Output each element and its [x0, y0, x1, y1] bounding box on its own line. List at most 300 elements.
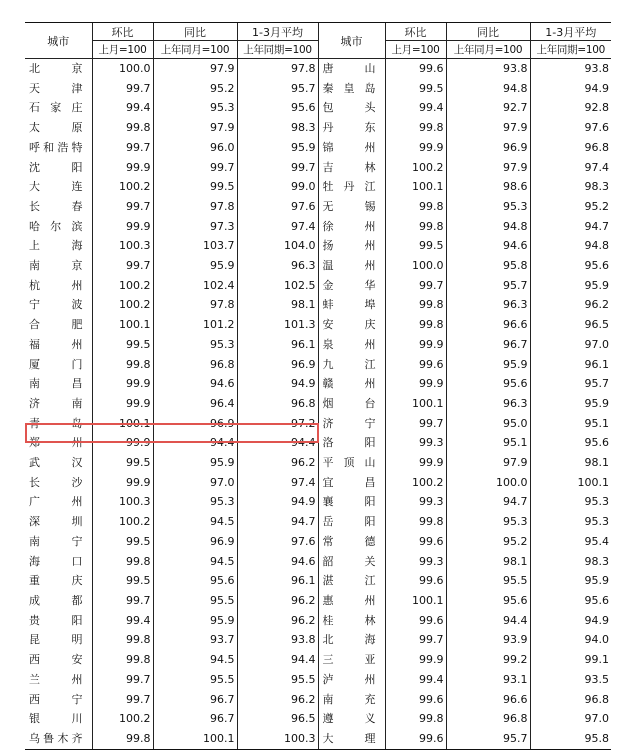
- table-row: [25, 374, 611, 394]
- left-mom-cell: 99.4: [92, 611, 153, 631]
- left-mom-cell: 99.7: [92, 79, 153, 99]
- table-row: [25, 650, 611, 670]
- right-city-cell: 安庆: [318, 315, 385, 335]
- left-yoy-cell: 97.8: [153, 295, 237, 315]
- right-city-cell: 无锡: [318, 197, 385, 217]
- right-yoy-cell: 95.2: [446, 532, 530, 552]
- left-yoy-cell: 94.5: [153, 552, 237, 572]
- right-avg-cell: 95.9: [530, 571, 611, 591]
- right-city-cell: 蚌埠: [318, 295, 385, 315]
- left-yoy-cell: 96.8: [153, 355, 237, 375]
- right-yoy-cell: 97.9: [446, 158, 530, 178]
- left-avg-cell: 98.1: [237, 295, 318, 315]
- header-mom-left: 环比: [92, 23, 153, 41]
- left-yoy-cell: 96.0: [153, 138, 237, 158]
- left-avg-cell: 95.6: [237, 98, 318, 118]
- left-mom-cell: 99.7: [92, 690, 153, 710]
- right-mom-cell: 99.4: [385, 98, 446, 118]
- right-yoy-cell: 93.9: [446, 630, 530, 650]
- table-row: [25, 79, 611, 99]
- left-city-cell: 南京: [29, 259, 83, 273]
- left-avg-cell: 96.5: [237, 709, 318, 729]
- left-city-cell: 福州: [29, 337, 83, 351]
- table-row: [25, 453, 611, 473]
- right-yoy-cell: 93.8: [446, 59, 530, 79]
- left-avg-cell: 95.5: [237, 670, 318, 690]
- left-city-cell: 昆明: [29, 633, 83, 647]
- header-city-left: 城市: [25, 23, 92, 59]
- left-city-cell: 重庆: [29, 574, 83, 588]
- right-avg-cell: 96.1: [530, 355, 611, 375]
- table-row: [25, 118, 611, 138]
- right-yoy-cell: 93.1: [446, 670, 530, 690]
- left-city-cell: 南宁: [29, 534, 83, 548]
- left-avg-cell: 100.3: [237, 729, 318, 749]
- right-yoy-cell: 92.7: [446, 98, 530, 118]
- right-city-cell: 济宁: [318, 414, 385, 434]
- left-yoy-cell: 95.9: [153, 453, 237, 473]
- table-row: [25, 276, 611, 296]
- right-mom-cell: 99.6: [385, 571, 446, 591]
- right-mom-cell: 99.3: [385, 492, 446, 512]
- left-city-cell: 深圳: [29, 515, 83, 529]
- left-yoy-cell: 95.2: [153, 79, 237, 99]
- left-city-cell: 西宁: [29, 692, 83, 706]
- right-mom-cell: 99.8: [385, 217, 446, 237]
- right-avg-cell: 95.3: [530, 512, 611, 532]
- right-city-cell: 包头: [318, 98, 385, 118]
- right-avg-cell: 95.2: [530, 197, 611, 217]
- left-avg-cell: 95.9: [237, 138, 318, 158]
- left-avg-cell: 96.2: [237, 591, 318, 611]
- left-mom-cell: 100.3: [92, 492, 153, 512]
- right-city-cell: 秦皇岛: [318, 79, 385, 99]
- right-avg-cell: 98.1: [530, 453, 611, 473]
- right-city-cell: 泸州: [318, 670, 385, 690]
- right-city-cell: 赣州: [318, 374, 385, 394]
- left-city-cell: 太原: [29, 121, 83, 135]
- header-mom-right: 环比: [385, 23, 446, 41]
- right-city-cell: 宜昌: [318, 473, 385, 493]
- left-mom-cell: 99.7: [92, 138, 153, 158]
- left-mom-cell: 100.0: [92, 59, 153, 79]
- right-city-cell: 扬州: [318, 236, 385, 256]
- right-yoy-cell: 96.6: [446, 690, 530, 710]
- right-mom-cell: 99.5: [385, 79, 446, 99]
- right-mom-cell: 99.9: [385, 335, 446, 355]
- left-avg-cell: 102.5: [237, 276, 318, 296]
- left-mom-cell: 99.5: [92, 453, 153, 473]
- left-city-cell: 成都: [29, 593, 83, 607]
- left-avg-cell: 96.2: [237, 690, 318, 710]
- left-yoy-cell: 97.0: [153, 473, 237, 493]
- table-row: [25, 709, 611, 729]
- right-city-cell: 大理: [318, 729, 385, 749]
- right-city-cell: 唐山: [318, 59, 385, 79]
- right-yoy-cell: 95.7: [446, 729, 530, 749]
- right-mom-cell: 100.0: [385, 256, 446, 276]
- right-mom-cell: 100.2: [385, 473, 446, 493]
- left-mom-cell: 99.9: [92, 394, 153, 414]
- right-yoy-cell: 95.1: [446, 433, 530, 453]
- header-yoy-right: 同比: [446, 23, 530, 41]
- table-row: [25, 138, 611, 158]
- left-city-cell: 哈尔滨: [29, 219, 83, 233]
- table-row: [25, 532, 611, 552]
- left-mom-cell: 99.8: [92, 118, 153, 138]
- right-mom-cell: 99.9: [385, 374, 446, 394]
- left-yoy-cell: 95.9: [153, 611, 237, 631]
- left-avg-cell: 99.7: [237, 158, 318, 178]
- right-avg-cell: 99.1: [530, 650, 611, 670]
- left-yoy-cell: 95.3: [153, 492, 237, 512]
- left-avg-cell: 96.9: [237, 355, 318, 375]
- right-yoy-cell: 96.6: [446, 315, 530, 335]
- left-city-cell: 武汉: [29, 456, 83, 470]
- right-city-cell: 南充: [318, 690, 385, 710]
- header-avg-base-right: 上年同期=100: [530, 41, 611, 59]
- table-row: [25, 670, 611, 690]
- left-yoy-cell: 95.3: [153, 98, 237, 118]
- right-mom-cell: 99.9: [385, 138, 446, 158]
- left-mom-cell: 100.2: [92, 177, 153, 197]
- table-row: [25, 59, 611, 79]
- left-yoy-cell: 96.9: [153, 414, 237, 434]
- right-city-cell: 湛江: [318, 571, 385, 591]
- left-yoy-cell: 95.3: [153, 335, 237, 355]
- right-yoy-cell: 95.5: [446, 571, 530, 591]
- left-mom-cell: 99.5: [92, 532, 153, 552]
- left-yoy-cell: 94.4: [153, 433, 237, 453]
- left-mom-cell: 99.9: [92, 158, 153, 178]
- table-row: [25, 394, 611, 414]
- header-city-right: 城市: [318, 23, 385, 59]
- left-yoy-cell: 97.8: [153, 197, 237, 217]
- left-yoy-cell: 96.9: [153, 532, 237, 552]
- right-avg-cell: 95.6: [530, 256, 611, 276]
- right-yoy-cell: 95.3: [446, 197, 530, 217]
- left-mom-cell: 99.4: [92, 98, 153, 118]
- right-avg-cell: 95.1: [530, 414, 611, 434]
- left-yoy-cell: 96.4: [153, 394, 237, 414]
- left-yoy-cell: 102.4: [153, 276, 237, 296]
- right-city-cell: 遵义: [318, 709, 385, 729]
- right-mom-cell: 99.8: [385, 512, 446, 532]
- right-city-cell: 牡丹江: [318, 177, 385, 197]
- right-avg-cell: 95.9: [530, 394, 611, 414]
- left-yoy-cell: 103.7: [153, 236, 237, 256]
- table-row: [25, 158, 611, 178]
- right-yoy-cell: 94.4: [446, 611, 530, 631]
- right-mom-cell: 99.6: [385, 729, 446, 749]
- table-row: [25, 236, 611, 256]
- left-yoy-cell: 94.6: [153, 374, 237, 394]
- right-mom-cell: 100.1: [385, 177, 446, 197]
- table-row: [25, 295, 611, 315]
- left-mom-cell: 100.2: [92, 709, 153, 729]
- left-mom-cell: 99.9: [92, 374, 153, 394]
- right-yoy-cell: 94.8: [446, 217, 530, 237]
- left-mom-cell: 100.3: [92, 236, 153, 256]
- right-mom-cell: 99.6: [385, 611, 446, 631]
- right-mom-cell: 99.3: [385, 552, 446, 572]
- left-city-cell: 呼和浩特: [29, 140, 83, 154]
- left-mom-cell: 99.9: [92, 217, 153, 237]
- table-row: [25, 492, 611, 512]
- header-avg-right: 1-3月平均: [530, 23, 611, 41]
- right-avg-cell: 95.6: [530, 433, 611, 453]
- left-mom-cell: 99.7: [92, 591, 153, 611]
- left-city-cell: 济南: [29, 396, 83, 410]
- right-city-cell: 徐州: [318, 217, 385, 237]
- right-avg-cell: 95.3: [530, 492, 611, 512]
- left-avg-cell: 104.0: [237, 236, 318, 256]
- city-price-index-table: [25, 22, 611, 750]
- left-avg-cell: 96.8: [237, 394, 318, 414]
- right-city-cell: 金华: [318, 276, 385, 296]
- right-mom-cell: 99.9: [385, 650, 446, 670]
- right-avg-cell: 93.5: [530, 670, 611, 690]
- right-yoy-cell: 96.3: [446, 295, 530, 315]
- right-avg-cell: 97.0: [530, 709, 611, 729]
- table-row: [25, 690, 611, 710]
- right-avg-cell: 98.3: [530, 552, 611, 572]
- left-mom-cell: 99.7: [92, 197, 153, 217]
- left-yoy-cell: 97.9: [153, 118, 237, 138]
- left-city-cell: 沈阳: [29, 160, 83, 174]
- left-yoy-cell: 97.9: [153, 59, 237, 79]
- right-city-cell: 九江: [318, 355, 385, 375]
- left-avg-cell: 94.7: [237, 512, 318, 532]
- right-city-cell: 北海: [318, 630, 385, 650]
- left-avg-cell: 94.4: [237, 433, 318, 453]
- left-city-cell: 长沙: [29, 475, 83, 489]
- right-avg-cell: 100.1: [530, 473, 611, 493]
- right-mom-cell: 99.8: [385, 295, 446, 315]
- right-mom-cell: 99.8: [385, 315, 446, 335]
- left-yoy-cell: 95.5: [153, 670, 237, 690]
- left-avg-cell: 93.8: [237, 630, 318, 650]
- right-avg-cell: 96.8: [530, 138, 611, 158]
- left-avg-cell: 94.9: [237, 374, 318, 394]
- right-avg-cell: 98.3: [530, 177, 611, 197]
- right-avg-cell: 97.0: [530, 335, 611, 355]
- right-yoy-cell: 99.2: [446, 650, 530, 670]
- right-yoy-cell: 96.3: [446, 394, 530, 414]
- left-city-cell: 青岛: [29, 416, 83, 430]
- left-mom-cell: 99.8: [92, 355, 153, 375]
- right-yoy-cell: 97.9: [446, 453, 530, 473]
- left-avg-cell: 99.0: [237, 177, 318, 197]
- right-mom-cell: 99.6: [385, 59, 446, 79]
- right-city-cell: 韶关: [318, 552, 385, 572]
- header-avg-base-left: 上年同期=100: [237, 41, 318, 59]
- right-avg-cell: 96.5: [530, 315, 611, 335]
- left-yoy-cell: 94.5: [153, 512, 237, 532]
- left-mom-cell: 100.1: [92, 414, 153, 434]
- right-avg-cell: 93.8: [530, 59, 611, 79]
- right-yoy-cell: 95.7: [446, 276, 530, 296]
- table-row: [25, 729, 611, 749]
- table-row: [25, 433, 611, 453]
- right-mom-cell: 99.6: [385, 532, 446, 552]
- right-avg-cell: 94.9: [530, 611, 611, 631]
- left-mom-cell: 99.9: [92, 433, 153, 453]
- left-city-cell: 银川: [29, 712, 83, 726]
- right-city-cell: 岳阳: [318, 512, 385, 532]
- header-mom-base-left: 上月=100: [92, 41, 153, 59]
- left-mom-cell: 99.7: [92, 670, 153, 690]
- right-yoy-cell: 100.0: [446, 473, 530, 493]
- right-city-cell: 吉林: [318, 158, 385, 178]
- right-yoy-cell: 94.7: [446, 492, 530, 512]
- right-mom-cell: 99.8: [385, 709, 446, 729]
- header-row-main: [25, 23, 611, 41]
- right-mom-cell: 99.4: [385, 670, 446, 690]
- left-avg-cell: 94.4: [237, 650, 318, 670]
- left-city-cell: 广州: [29, 495, 83, 509]
- right-avg-cell: 94.8: [530, 236, 611, 256]
- right-yoy-cell: 94.6: [446, 236, 530, 256]
- left-avg-cell: 98.3: [237, 118, 318, 138]
- right-yoy-cell: 95.8: [446, 256, 530, 276]
- left-avg-cell: 95.7: [237, 79, 318, 99]
- right-mom-cell: 100.1: [385, 591, 446, 611]
- left-city-cell: 西安: [29, 653, 83, 667]
- right-avg-cell: 94.9: [530, 79, 611, 99]
- right-yoy-cell: 95.3: [446, 512, 530, 532]
- right-city-cell: 平顶山: [318, 453, 385, 473]
- table-row: [25, 571, 611, 591]
- right-yoy-cell: 95.9: [446, 355, 530, 375]
- right-avg-cell: 95.7: [530, 374, 611, 394]
- right-avg-cell: 96.8: [530, 690, 611, 710]
- right-city-cell: 三亚: [318, 650, 385, 670]
- left-yoy-cell: 99.7: [153, 158, 237, 178]
- left-city-cell: 天津: [29, 81, 83, 95]
- left-yoy-cell: 95.6: [153, 571, 237, 591]
- table-header: [25, 23, 611, 59]
- left-yoy-cell: 94.5: [153, 650, 237, 670]
- price-index-table-area: [25, 22, 610, 750]
- left-mom-cell: 100.2: [92, 295, 153, 315]
- right-mom-cell: 99.5: [385, 236, 446, 256]
- left-city-cell: 宁波: [29, 298, 83, 312]
- right-mom-cell: 100.2: [385, 158, 446, 178]
- right-yoy-cell: 95.0: [446, 414, 530, 434]
- right-avg-cell: 92.8: [530, 98, 611, 118]
- table-row: [25, 611, 611, 631]
- right-avg-cell: 95.4: [530, 532, 611, 552]
- left-mom-cell: 100.2: [92, 512, 153, 532]
- right-city-cell: 丹东: [318, 118, 385, 138]
- left-mom-cell: 99.8: [92, 650, 153, 670]
- left-city-cell: 海口: [29, 554, 83, 568]
- table-body: [25, 59, 611, 750]
- right-mom-cell: 99.7: [385, 630, 446, 650]
- header-avg-left: 1-3月平均: [237, 23, 318, 41]
- right-yoy-cell: 96.9: [446, 138, 530, 158]
- right-mom-cell: 100.1: [385, 394, 446, 414]
- right-yoy-cell: 98.6: [446, 177, 530, 197]
- table-row: [25, 197, 611, 217]
- right-yoy-cell: 94.8: [446, 79, 530, 99]
- left-city-cell: 乌鲁木齐: [25, 729, 92, 749]
- right-mom-cell: 99.9: [385, 453, 446, 473]
- right-city-cell: 惠州: [318, 591, 385, 611]
- table-row: [25, 177, 611, 197]
- table-row: [25, 414, 611, 434]
- left-city-cell: 兰州: [29, 672, 83, 686]
- left-avg-cell: 97.2: [237, 414, 318, 434]
- right-yoy-cell: 96.7: [446, 335, 530, 355]
- left-yoy-cell: 99.5: [153, 177, 237, 197]
- left-yoy-cell: 100.1: [153, 729, 237, 749]
- right-yoy-cell: 98.1: [446, 552, 530, 572]
- right-mom-cell: 99.6: [385, 355, 446, 375]
- left-avg-cell: 96.3: [237, 256, 318, 276]
- right-yoy-cell: 95.6: [446, 591, 530, 611]
- left-city-cell: 贵阳: [29, 613, 83, 627]
- left-city-cell: 合肥: [29, 318, 83, 332]
- table-row: [25, 98, 611, 118]
- table-row: [25, 591, 611, 611]
- right-yoy-cell: 95.6: [446, 374, 530, 394]
- right-mom-cell: 99.6: [385, 690, 446, 710]
- left-mom-cell: 99.9: [92, 473, 153, 493]
- left-avg-cell: 97.6: [237, 197, 318, 217]
- header-mom-base-right: 上月=100: [385, 41, 446, 59]
- left-city-cell: 厦门: [29, 357, 83, 371]
- header-yoy-base-left: 上年同月=100: [153, 41, 237, 59]
- left-city-cell: 长春: [29, 199, 83, 213]
- left-avg-cell: 94.6: [237, 552, 318, 572]
- table-row: [25, 473, 611, 493]
- right-yoy-cell: 97.9: [446, 118, 530, 138]
- right-mom-cell: 99.8: [385, 118, 446, 138]
- left-city-cell: 上海: [29, 239, 83, 253]
- left-city-cell: 杭州: [29, 278, 83, 292]
- left-city-cell: 石家庄: [29, 101, 83, 115]
- left-avg-cell: 97.6: [237, 532, 318, 552]
- left-city-cell: 郑州: [29, 436, 83, 450]
- table-row: [25, 512, 611, 532]
- left-avg-cell: 97.8: [237, 59, 318, 79]
- table-row: [25, 315, 611, 335]
- left-mom-cell: 99.5: [92, 571, 153, 591]
- table-row: [25, 217, 611, 237]
- left-mom-cell: 100.2: [92, 276, 153, 296]
- right-city-cell: 洛阳: [318, 433, 385, 453]
- right-city-cell: 襄阳: [318, 492, 385, 512]
- right-mom-cell: 99.8: [385, 197, 446, 217]
- left-yoy-cell: 95.5: [153, 591, 237, 611]
- right-avg-cell: 95.6: [530, 591, 611, 611]
- right-city-cell: 常德: [318, 532, 385, 552]
- left-yoy-cell: 96.7: [153, 709, 237, 729]
- header-yoy-left: 同比: [153, 23, 237, 41]
- right-city-cell: 温州: [318, 256, 385, 276]
- left-avg-cell: 96.1: [237, 335, 318, 355]
- right-city-cell: 烟台: [318, 394, 385, 414]
- left-yoy-cell: 93.7: [153, 630, 237, 650]
- right-mom-cell: 99.7: [385, 276, 446, 296]
- left-mom-cell: 99.8: [92, 729, 153, 749]
- left-avg-cell: 101.3: [237, 315, 318, 335]
- right-mom-cell: 99.3: [385, 433, 446, 453]
- table-row: [25, 256, 611, 276]
- left-mom-cell: 99.7: [92, 256, 153, 276]
